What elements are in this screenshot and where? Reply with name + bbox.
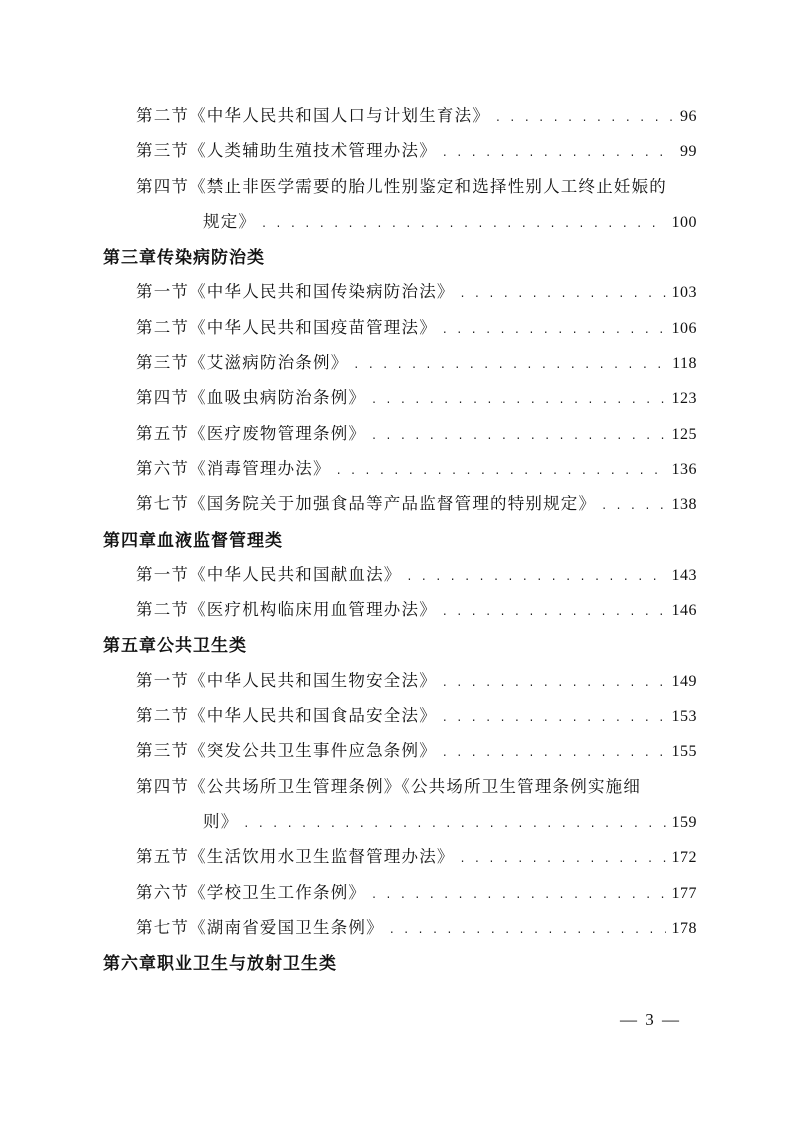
toc-entry-title: 第一节《中华人民共和国传染病防治法》 xyxy=(136,282,455,302)
toc-entry[interactable] xyxy=(136,667,697,691)
toc-entry-title: 规定》 xyxy=(203,211,257,231)
toc-entry-row xyxy=(0,910,793,945)
toc-page-number: 125 xyxy=(671,425,697,443)
toc-entry[interactable] xyxy=(136,737,697,761)
toc-entry-title: 则》 xyxy=(203,811,239,831)
toc-entry-row xyxy=(0,274,793,309)
toc-page-number: 155 xyxy=(671,743,697,761)
toc-entry-row xyxy=(0,416,793,451)
toc-entry-row xyxy=(0,451,793,486)
toc-entry-row xyxy=(0,133,793,168)
dot-leader xyxy=(372,428,665,442)
toc-page-number: 143 xyxy=(671,566,697,584)
toc-entry-row xyxy=(0,345,793,380)
toc-entry-row xyxy=(0,98,793,133)
toc-chapter-row xyxy=(0,239,793,274)
toc-entry-title: 第七节《国务院关于加强食品等产品监督管理的特别规定》 xyxy=(136,494,597,514)
toc-entry-title: 第二节《中华人民共和国人口与计划生育法》 xyxy=(136,106,490,125)
dot-leader xyxy=(372,887,665,901)
toc-entry[interactable] xyxy=(136,455,697,479)
toc-entry[interactable] xyxy=(136,173,697,197)
dot-leader xyxy=(602,498,665,512)
toc-entry-title: 第三节《人类辅助生殖技术管理办法》 xyxy=(136,141,437,161)
dot-leader xyxy=(443,604,666,618)
dot-leader xyxy=(244,816,665,830)
toc-entry[interactable] xyxy=(136,879,697,903)
toc-entry-row xyxy=(0,733,793,768)
toc-entry[interactable] xyxy=(136,349,697,373)
chapter-heading: 第三章传染病防治类 xyxy=(103,248,265,269)
toc-entry[interactable] xyxy=(203,808,697,832)
toc-chapter-row xyxy=(0,945,793,980)
toc-entry-title: 第四节《血吸虫病防治条例》 xyxy=(136,388,367,408)
toc-page-number: 100 xyxy=(671,213,697,231)
toc-entry-title: 第一节《中华人民共和国献血法》 xyxy=(136,564,402,584)
toc-entry-row xyxy=(0,486,793,521)
toc-entry-title: 第六节《消毒管理办法》 xyxy=(136,458,331,478)
toc-entry-title: 第二节《医疗机构临床用血管理办法》 xyxy=(136,600,437,620)
toc-entry[interactable] xyxy=(136,102,697,126)
toc-page-number: 153 xyxy=(671,708,697,726)
toc-page-number: 178 xyxy=(671,919,697,937)
toc-page-number: 103 xyxy=(671,284,697,302)
toc-page-number: 123 xyxy=(671,390,697,408)
toc-entry-title: 第六节《学校卫生工作条例》 xyxy=(136,882,367,902)
toc-entry-title: 第二节《中华人民共和国食品安全法》 xyxy=(136,706,437,726)
toc-page-number: 177 xyxy=(671,884,697,902)
toc-entry-row xyxy=(0,204,793,239)
dot-leader xyxy=(461,851,666,865)
dot-leader xyxy=(372,392,665,406)
toc-entry-row xyxy=(0,839,793,874)
toc-entry-row xyxy=(0,310,793,345)
toc-entry-row xyxy=(0,769,793,804)
toc-page-number: 118 xyxy=(672,355,697,373)
dot-leader xyxy=(337,463,666,477)
toc-page-number: 136 xyxy=(671,460,697,478)
dot-leader xyxy=(443,145,674,159)
toc-entry[interactable] xyxy=(136,843,697,867)
toc-entry-row xyxy=(0,380,793,415)
toc-page-number: 159 xyxy=(671,813,697,831)
toc-entry-title: 第五节《生活饮用水卫生监督管理办法》 xyxy=(136,847,455,867)
toc-entry[interactable] xyxy=(136,314,697,338)
toc-page-number: 172 xyxy=(671,849,697,867)
toc-entry-title: 第二节《中华人民共和国疫苗管理法》 xyxy=(136,317,437,337)
toc-entry[interactable] xyxy=(136,702,697,726)
dot-leader xyxy=(461,286,666,300)
toc-entry-title: 第四节《禁止非医学需要的胎儿性别鉴定和选择性别人工终止妊娠的 xyxy=(136,176,667,196)
toc-entry-title: 第一节《中华人民共和国生物安全法》 xyxy=(136,670,437,690)
toc-entry-row xyxy=(0,698,793,733)
chapter-heading: 第四章血液监督管理类 xyxy=(103,530,283,551)
dot-leader xyxy=(496,110,674,124)
toc-entry-row xyxy=(0,875,793,910)
toc-entry[interactable] xyxy=(136,490,697,514)
toc-entry-title: 第五节《医疗废物管理条例》 xyxy=(136,423,367,443)
toc-page-number: 106 xyxy=(671,319,697,337)
toc-entry[interactable] xyxy=(203,208,697,232)
toc-entry-title: 第三节《突发公共卫生事件应急条例》 xyxy=(136,741,437,761)
toc-page-number: 99 xyxy=(680,143,697,161)
toc-chapter-row xyxy=(0,627,793,662)
dot-leader xyxy=(354,357,666,371)
toc-chapter-row xyxy=(0,522,793,557)
dot-leader xyxy=(262,216,665,230)
toc-entry[interactable] xyxy=(136,561,697,585)
toc-entry-title: 第七节《湖南省爱国卫生条例》 xyxy=(136,917,384,937)
dot-leader xyxy=(390,922,666,936)
dot-leader xyxy=(443,322,666,336)
page-number: — 3 — xyxy=(620,1010,681,1029)
dot-leader xyxy=(408,569,666,583)
toc-entry-title: 第四节《公共场所卫生管理条例》《公共场所卫生管理条例实施细 xyxy=(136,776,642,796)
toc-entry[interactable] xyxy=(136,137,697,161)
dot-leader xyxy=(443,745,666,759)
dot-leader xyxy=(443,675,666,689)
toc-page-number: 146 xyxy=(671,602,697,620)
chapter-heading: 第六章职业卫生与放射卫生类 xyxy=(103,954,337,975)
toc-entry[interactable] xyxy=(136,384,697,408)
chapter-heading: 第五章公共卫生类 xyxy=(103,636,247,657)
toc-entry-row xyxy=(0,804,793,839)
toc-entry[interactable] xyxy=(136,596,697,620)
toc-entry[interactable] xyxy=(136,914,697,938)
toc-entry[interactable] xyxy=(136,278,697,302)
toc-entry-row xyxy=(0,592,793,627)
toc-entry-row xyxy=(0,663,793,698)
toc-page-number: 149 xyxy=(671,672,697,690)
toc-page-number: 138 xyxy=(671,496,697,514)
table-of-contents xyxy=(0,98,793,980)
toc-entry-title: 第三节《艾滋病防治条例》 xyxy=(136,353,349,373)
toc-page-number: 96 xyxy=(680,108,697,125)
toc-entry[interactable] xyxy=(136,420,697,444)
dot-leader xyxy=(443,710,666,724)
toc-entry[interactable] xyxy=(136,773,697,797)
toc-entry-row xyxy=(0,169,793,204)
toc-entry-row xyxy=(0,557,793,592)
